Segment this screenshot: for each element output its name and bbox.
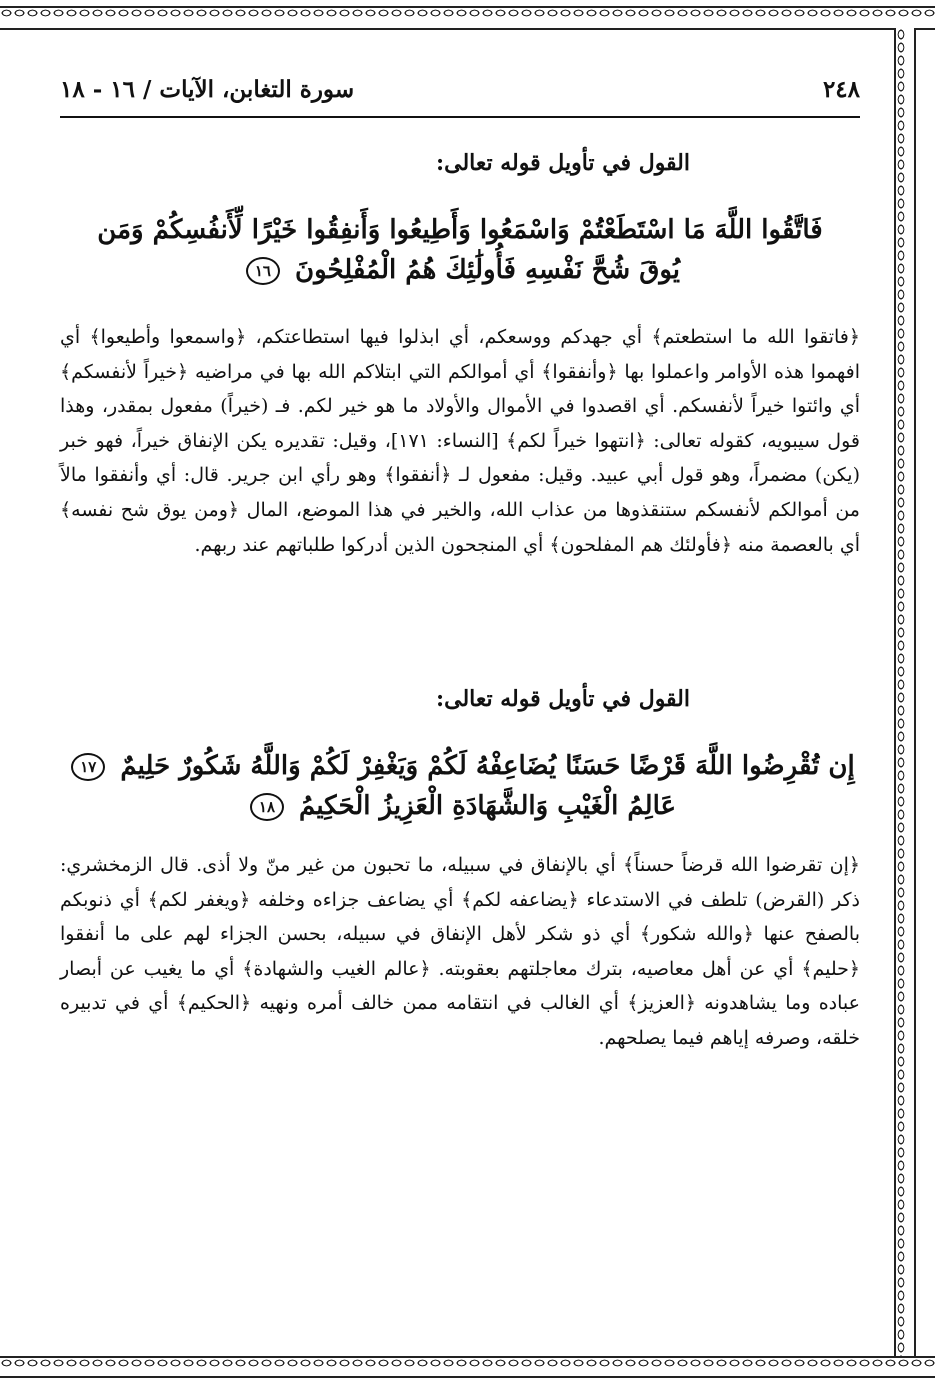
- section-heading: القول في تأويل قوله تعالى:: [436, 686, 690, 712]
- verse-line-with-number: [60, 786, 860, 826]
- verse-line: إِن تُقْرِضُوا اللَّهَ قَرْضًا حَسَنًا يُضَاعِفْهُ لَكُمْ وَيَغْفِرْ لَكُمْ وَاللَّهُ شَكُورٌ حَلِيمٌ: [120, 751, 855, 781]
- section-heading: القول في تأويل قوله تعالى:: [436, 150, 690, 176]
- commentary-paragraph: ﴿إن تقرضوا الله قرضاً حسناً﴾ أي بالإنفاق في سبيله، ما تحبون من غير منّ ولا أذى. قال الزمخشري: ذكر (القرض) تلطف في الاستدعاء ﴿يضاعفه لكم﴾ أي يضاعف جزاءه وخلفه ﴿ويغفر لكم﴾ أي ذنوبكم بالصفح عنها ﴿والله شكور﴾ أي ذو شكر لأهل الإنفاق في سبيله، بحسن الجزاء لهم على ما أنفقوا ﴿حليم﴾ أي عن أهل معاصيه، بترك معاجلتهم بعقوبته. ﴿عالم الغيب والشهادة﴾ أي ما يغيب عن أبصار عباده وما يشاهدونه ﴿العزيز﴾ أي الغالب في انتقامه ممن خالف أمره ونهيه ﴿الحكيم﴾ أي في تدبيره خلقه، وصرفه إياهم فيما يصلحهم.: [60, 854, 860, 1049]
- verse-line: فَاتَّقُوا اللَّهَ مَا اسْتَطَعْتُمْ وَاسْمَعُوا وَأَطِيعُوا وَأَنفِقُوا خَيْرًا لِّأَنفُسِكُمْ وَمَن: [97, 215, 823, 245]
- verse-number-badge: ١٨: [250, 793, 284, 821]
- running-title: سورة التغابن، الآيات / ١٦ - ١٨: [60, 76, 355, 103]
- page-header: [60, 70, 860, 118]
- verse-line: يُوقَ شُحَّ نَفْسِهِ فَأُولَٰئِكَ هُمُ الْمُفْلِحُونَ: [295, 255, 681, 285]
- decorative-border-right: [894, 28, 916, 1358]
- verse-line-with-number: [60, 250, 860, 290]
- verse-line: عَالِمُ الْغَيْبِ وَالشَّهَادَةِ الْعَزِيزُ الْحَكِيمُ: [299, 791, 677, 821]
- book-page: [60, 70, 860, 1340]
- decorative-border-top: [0, 6, 935, 30]
- quran-verse-block: [60, 210, 860, 290]
- verse-number-badge: ١٧: [71, 753, 105, 781]
- decorative-border-bottom: [0, 1356, 935, 1378]
- quran-verse-block: [60, 746, 860, 826]
- commentary-paragraph: ﴿فاتقوا الله ما استطعتم﴾ أي جهدكم ووسعكم، أي ابذلوا فيها استطاعتكم، ﴿واسمعوا وأطيعوا﴾ أي افهموا هذه الأوامر واعملوا بها ﴿وأنفقوا﴾ أي أموالكم التي ابتلاكم الله بها في مراضيه ﴿خيراً لأنفسكم﴾ أي وائتوا خيراً لأنفسكم. أي اقصدوا في الأموال والأولاد ما هو خير لكم. فـ (خيراً) مفعول بمقدر، وهذا قول سيبويه، كقوله تعالى: ﴿انتهوا خيراً لكم﴾ [النساء: ١٧١]، وقيل: تقديره يكن الإنفاق خيراً، فهو خبر (يكن) مضمراً، وهو قول أبي عبيد. وقيل: مفعول لـ ﴿أنفقوا﴾ وهو رأي ابن جرير. قال: أي وأنفقوا مالاً من أموالكم لأنفسكم ستنقذوها من عذاب الله، والخير في هذا الموضع، المال ﴿ومن يوق شح نفسه﴾ أي بالعصمة منه ﴿فأولئك هم المفلحون﴾ أي المنجحون الذين أدركوا طلباتهم عند ربهم.: [60, 326, 860, 556]
- verse-number-badge: ١٦: [246, 257, 280, 285]
- page-number: ٢٤٨: [822, 76, 860, 103]
- verse-line-with-number: [60, 746, 860, 786]
